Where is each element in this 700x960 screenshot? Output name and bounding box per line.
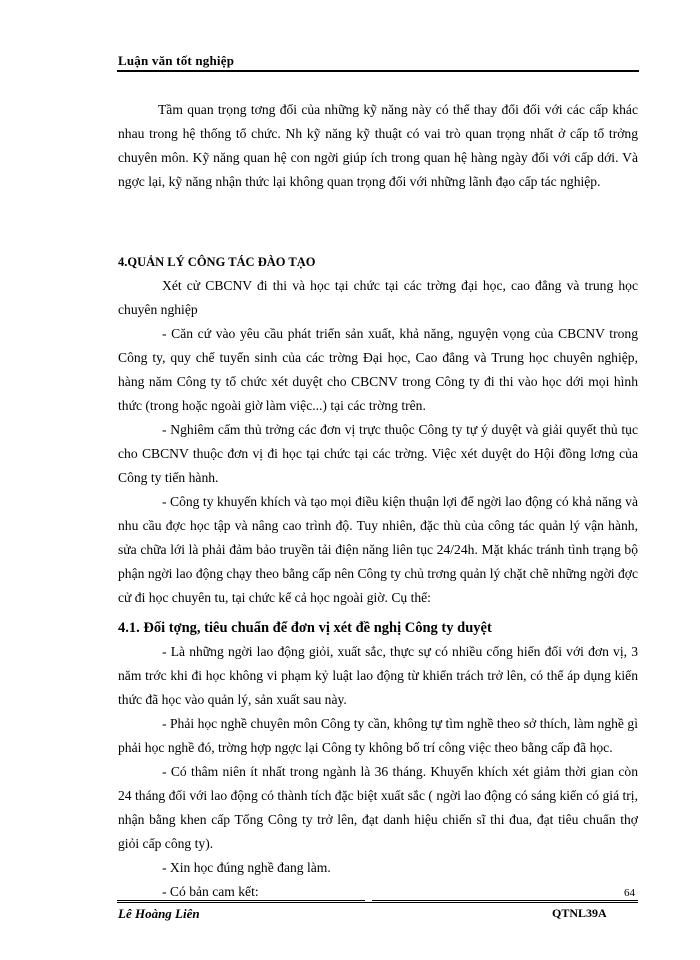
- footer-rule-right: [372, 900, 638, 901]
- header-rule: [117, 70, 639, 72]
- section-4-1-paragraph: - Có bản cam kết:: [162, 884, 259, 899]
- section-4-1-paragraph: - Phải học nghề chuyên môn Công ty cần, không tự tìm nghề theo sở thích, làm nghề gì phải học nghề đó, trờng hợp ngợc lại Công ty không bố trí công việc theo bằng cấp đã học.: [118, 716, 638, 755]
- intro-paragraph: Tầm quan trọng tơng đối của những kỹ năng này có thể thay đổi đối với các cấp khác nhau trong hệ thống tổ chức. Nh kỹ năng kỹ thuật có vai trò quan trọng nhất ở cấp tổ trởng chuyên môn. Kỹ năng quan hệ con ngời giúp ích trong quan hệ hàng ngày đối với cấp dới. Và ngợc lại, kỹ năng nhận thức lại không quan trọng đối với những lãnh đạo cấp tác nghiệp.: [118, 102, 638, 189]
- section-4-1-paragraph: - Có thâm niên ít nhất trong ngành là 36 tháng. Khuyến khích xét giảm thời gian còn 24 tháng đối với lao động có thành tích đặc biệt xuất sắc ( ngời lao động có sáng kiến có giá trị, nhận bằng khen cấp Tổng Công ty trở lên, đạt danh hiệu chiến sĩ thi đua, đạt tiêu chuẩn thợ giỏi cấp công ty).: [118, 764, 638, 851]
- header-title: Luận văn tốt nghiệp: [118, 53, 235, 68]
- section-4-paragraph: - Nghiêm cấm thủ trởng các đơn vị trực thuộc Công ty tự ý duyệt và giải quyết thủ tục cho CBCNV thuộc đơn vị đi học tại chức tại các trờng. Việc xét duyệt do Hội đồng lơng của Công ty tiến hành.: [118, 422, 638, 485]
- document-body: [118, 98, 638, 904]
- section-4-paragraph: - Công ty khuyến khích và tạo mọi điều kiện thuận lợi để ngời lao động có khả năng và nhu cầu đợc học tập và nâng cao trình độ. Tuy nhiên, đặc thù của công tác quản lý vận hành, sửa chữa lới là phải đảm bảo truyền tải điện năng liên tục 24/24h. Mặt khác tránh tình trạng bộ phận ngời lao động chạy theo bằng cấp nên Công ty chủ trơng quản lý chặt chẽ những ngời đợc cử đi học chuyên tu, tại chức kể cả học ngoài giờ. Cụ thể:: [118, 494, 638, 605]
- footer-author: Lê Hoàng Liên: [118, 906, 200, 921]
- footer-rule-left: [117, 900, 365, 901]
- section-4-paragraph: Xét cử CBCNV đi thi và học tại chức tại các trờng đại học, cao đẳng và trung học chuyên nghiệp: [118, 278, 638, 317]
- section-4-heading: 4.QUẢN LÝ CÔNG TÁC ĐÀO TẠO: [118, 255, 316, 269]
- page-number: 64: [624, 887, 635, 899]
- section-4-1-heading: 4.1. Đối tợng, tiêu chuẩn để đơn vị xét đề nghị Công ty duyệt: [118, 620, 492, 636]
- section-4-1-paragraph: - Xin học đúng nghề đang làm.: [162, 860, 331, 875]
- section-4-1-paragraph: - Là những ngời lao động giỏi, xuất sắc, thực sự có nhiều cống hiến đối với đơn vị, 3 năm trớc khi đi học không vi phạm kỷ luật lao động từ khiển trách trở lên, có thể áp dụng kiến thức đã học vào quản lý, sản xuất sau này.: [118, 644, 638, 707]
- footer-class-code: QTNL39A: [552, 906, 607, 920]
- footer-rule: [117, 902, 638, 903]
- section-4-paragraph: - Căn cứ vào yêu cầu phát triển sản xuất, khả năng, nguyện vọng của CBCNV trong Công ty, quy chế tuyển sinh của các trờng Đại học, Cao đẳng và Trung học chuyên nghiệp, hàng năm Công ty tổ chức xét duyệt cho CBCNV trong Công ty đi thi vào học dới mọi hình thức (trong hoặc ngoài giờ làm việc...) tại các trờng trên.: [118, 326, 638, 413]
